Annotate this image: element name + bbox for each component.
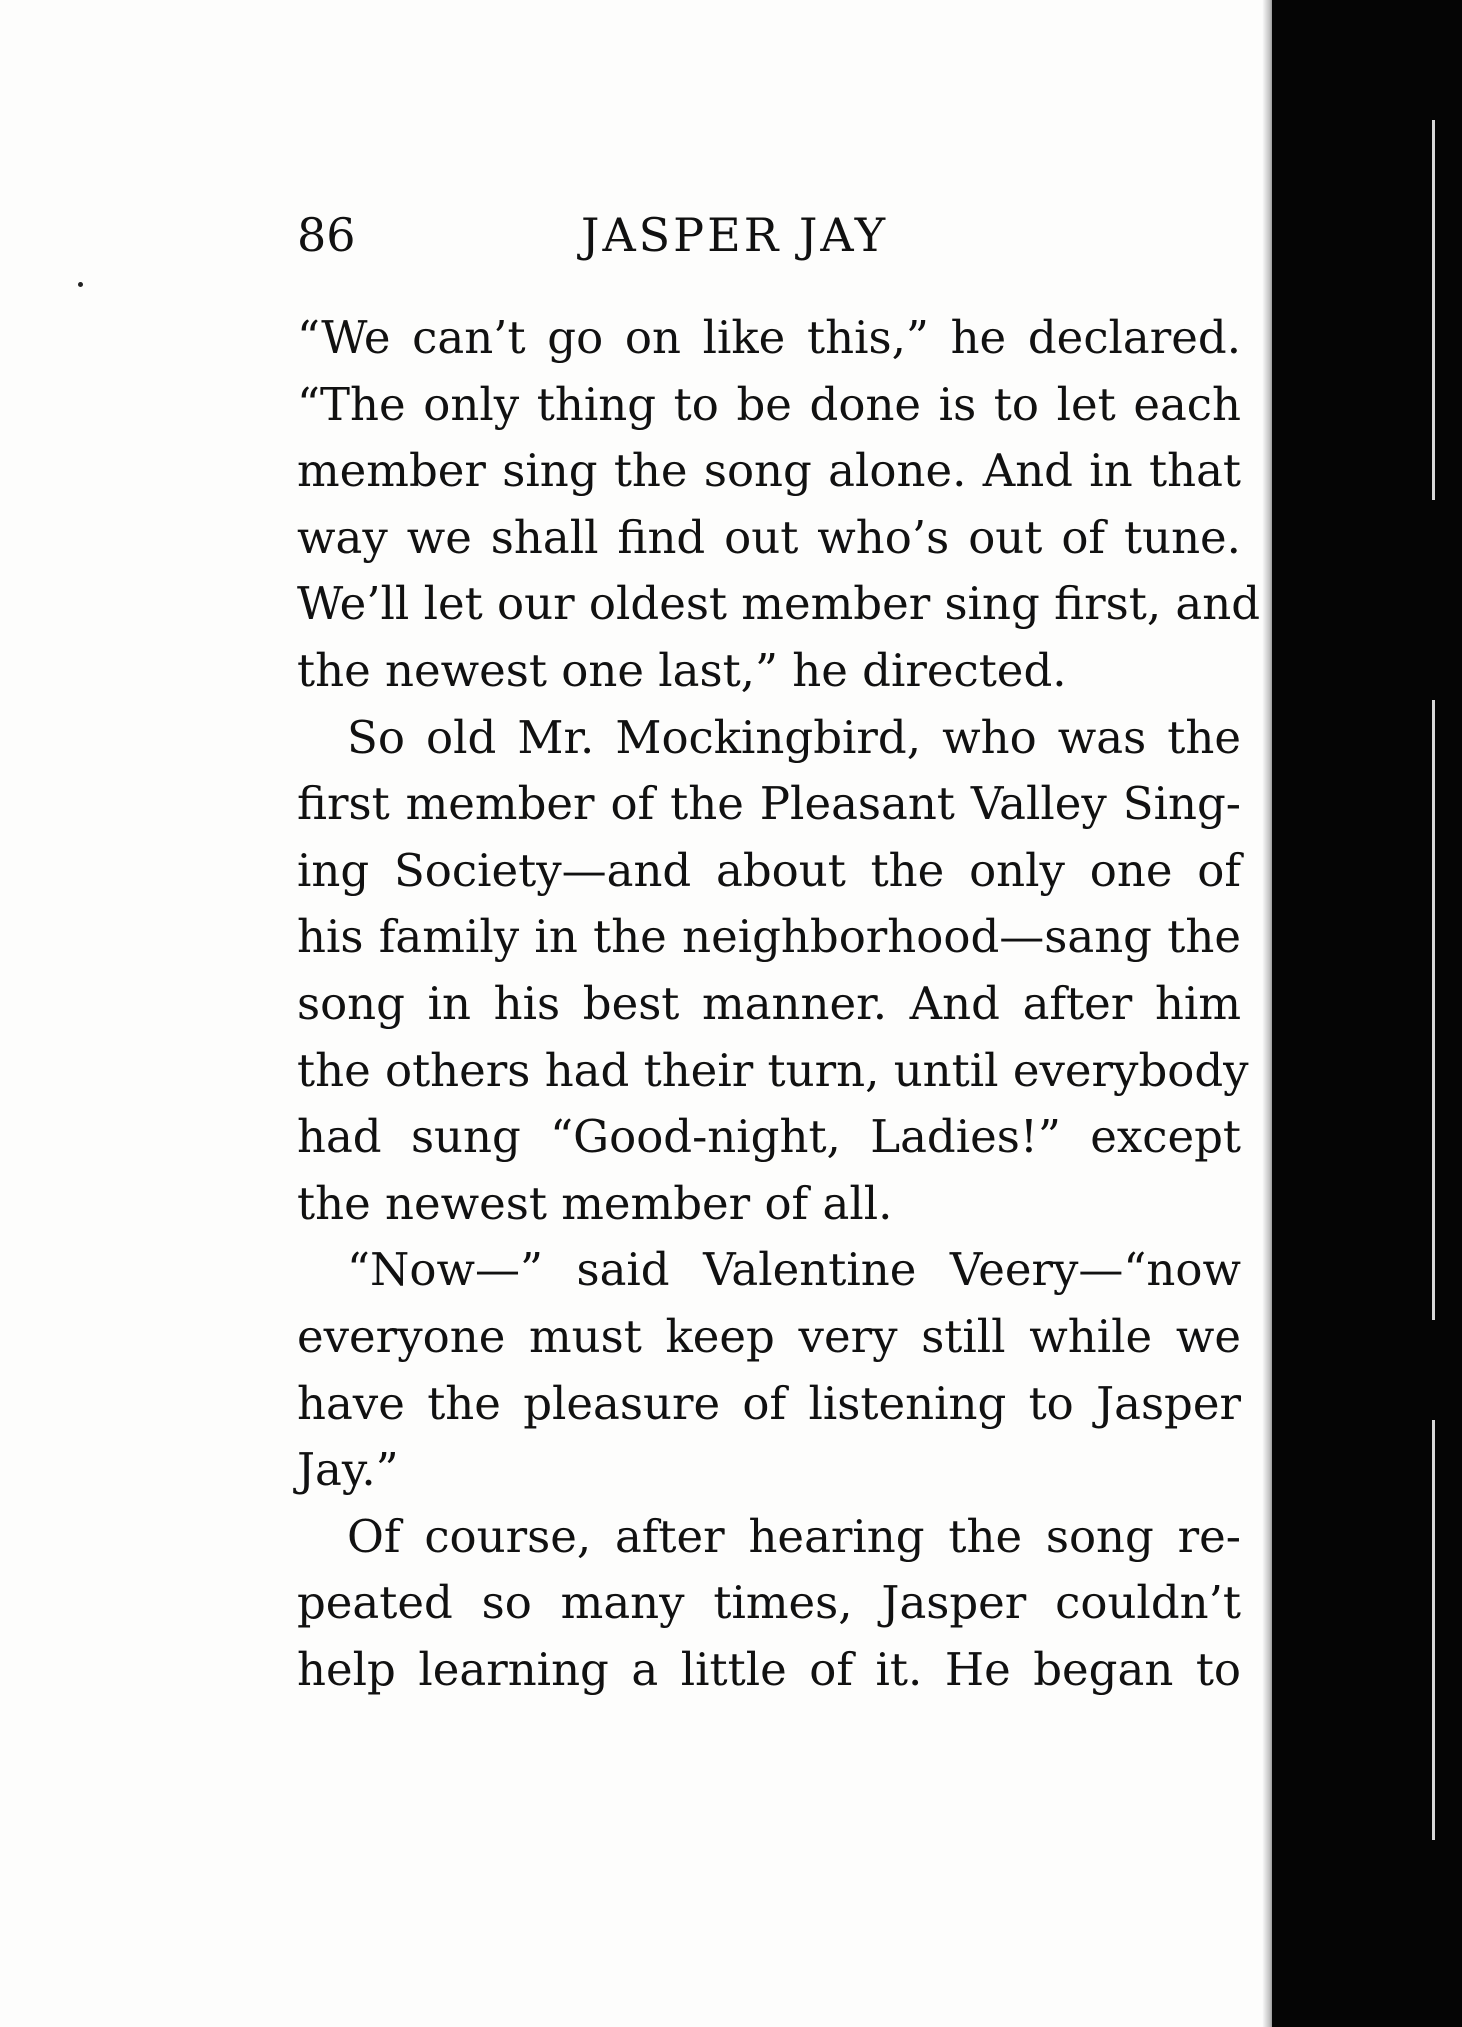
text-line: We’ll let our oldest member sing first, and — [297, 577, 1261, 631]
text-line: “The only thing to be done is to let each — [297, 377, 1241, 431]
text-line: So old Mr. Mockingbird, who was the — [347, 710, 1241, 764]
text-line: the newest member of all. — [297, 1176, 893, 1230]
text-line: the others had their turn, until everybody — [297, 1043, 1249, 1097]
text-line: “We can’t go on like this,” he declared. — [297, 311, 1241, 364]
text-line: his family in the neighborhood—sang the — [297, 910, 1241, 964]
binding-highlight — [1432, 700, 1435, 1320]
binding-highlight — [1432, 120, 1435, 500]
text-line: first member of the Pleasant Valley Sing- — [297, 777, 1241, 831]
body-text — [297, 305, 1261, 1703]
text-line: help learning a little of it. He began to — [297, 1642, 1241, 1696]
text-line: Of course, after hearing the song re- — [347, 1509, 1241, 1563]
binding-highlight — [1432, 1420, 1435, 1840]
text-line: the newest one last,” he directed. — [297, 643, 1067, 697]
page-header — [297, 205, 1247, 265]
text-line: had sung “Good-night, Ladies!” except — [297, 1110, 1241, 1164]
text-line: Jay.” — [297, 1443, 399, 1497]
text-line: “Now—” said Valentine Veery—“now — [347, 1243, 1241, 1297]
ink-speck — [78, 282, 83, 287]
text-line: everyone must keep very still while we — [297, 1309, 1241, 1363]
text-line: song in his best manner. And after him — [297, 976, 1241, 1030]
page-number: 86 — [297, 208, 356, 262]
text-line: member sing the song alone. And in that — [297, 444, 1241, 498]
running-title: JASPER JAY — [581, 208, 889, 262]
text-line: have the pleasure of listening to Jasper — [297, 1376, 1241, 1430]
text-line: peated so many times, Jasper couldn’t — [297, 1576, 1241, 1630]
text-line: ing Society—and about the only one of — [297, 843, 1241, 897]
text-line: way we shall find out who’s out of tune. — [297, 510, 1241, 564]
